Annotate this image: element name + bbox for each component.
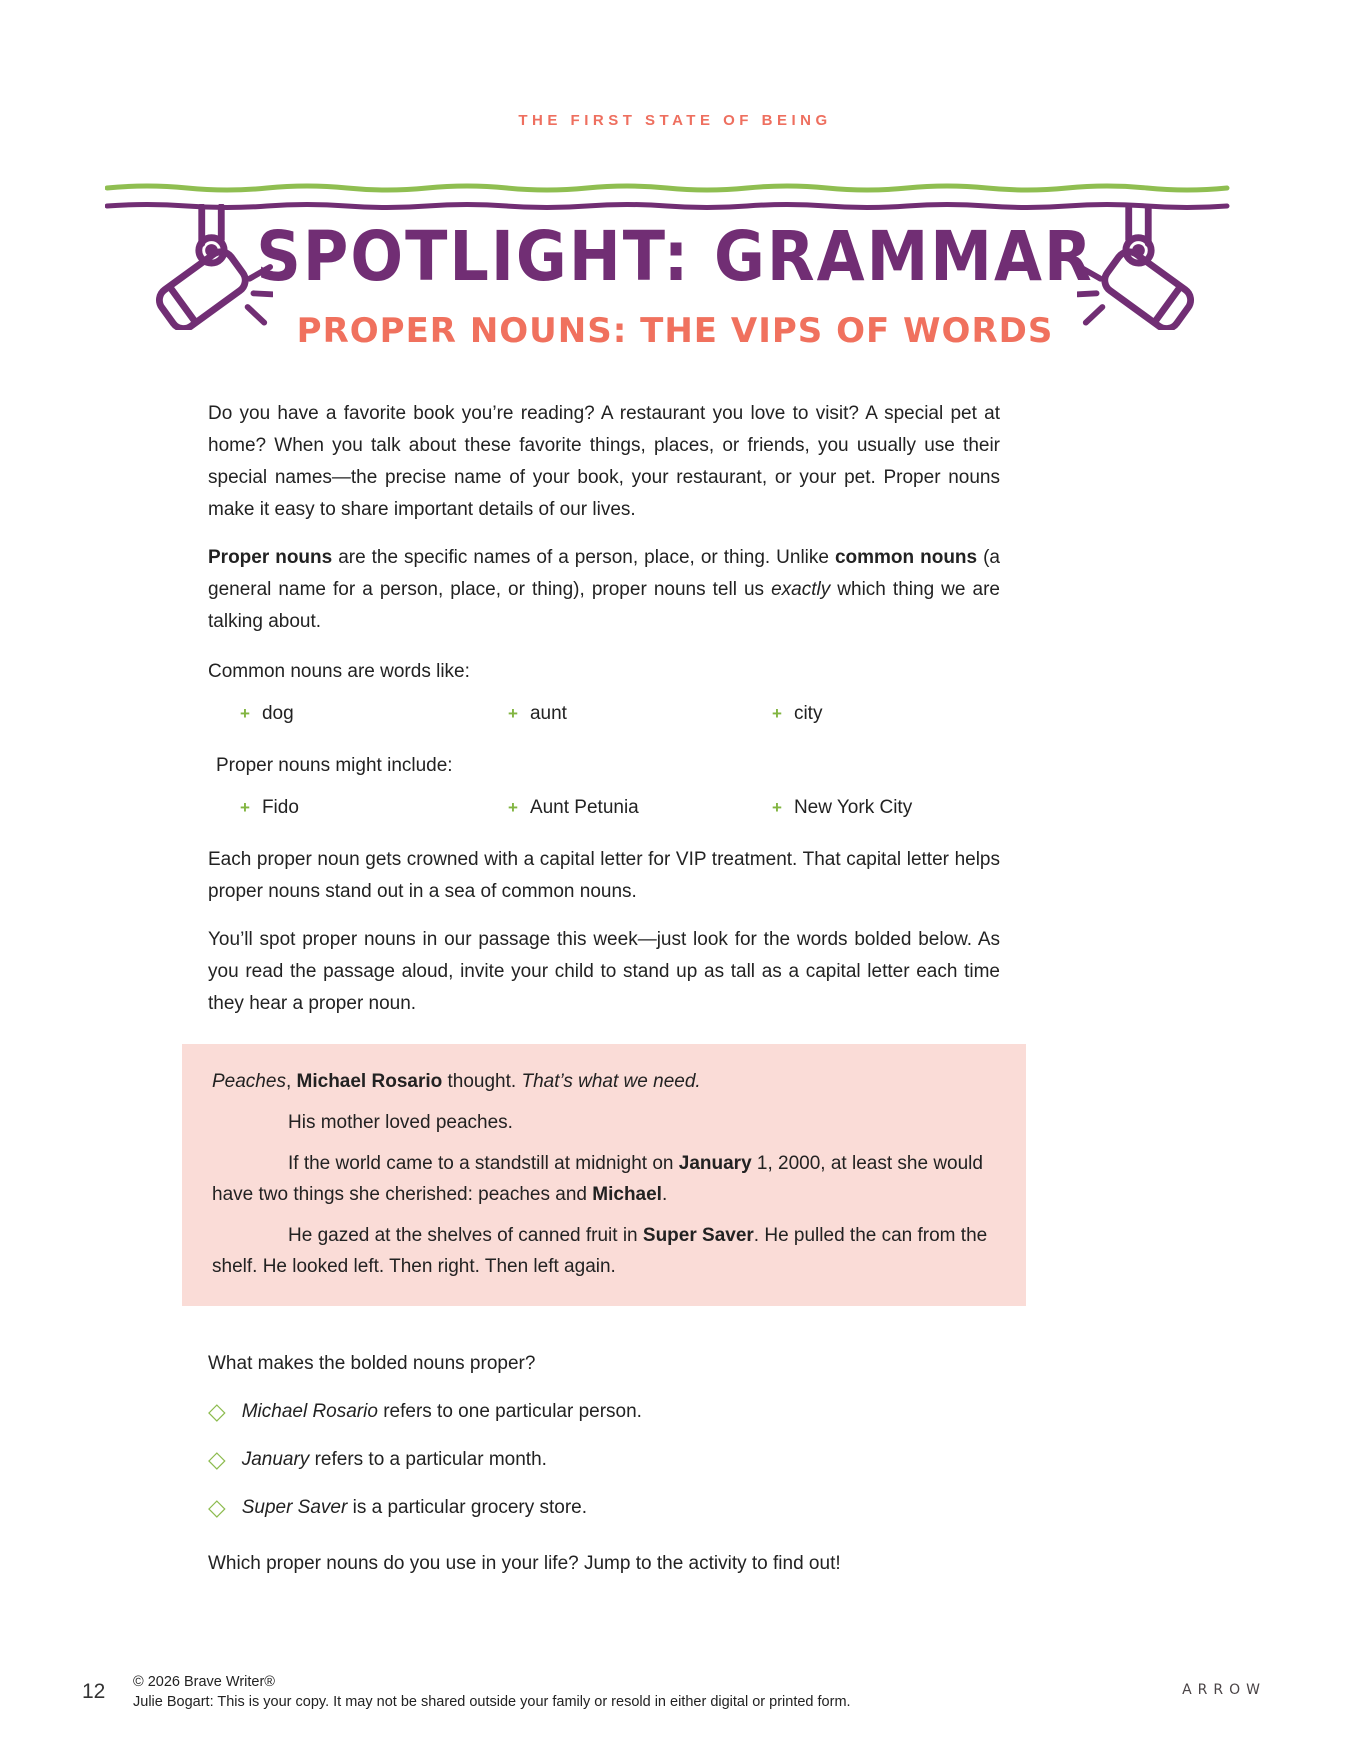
passage-box	[182, 1044, 1026, 1306]
list-item	[240, 792, 508, 824]
passage-paragraph: Peaches, Michael Rosario thought. That’s what we need.	[212, 1071, 701, 1092]
plus-sparkle-icon: +	[240, 704, 250, 723]
lesson-content	[208, 398, 1000, 1580]
plus-sparkle-icon: +	[240, 798, 250, 817]
analysis-item	[208, 1396, 1000, 1428]
list-item	[772, 792, 912, 824]
intro-paragraph-2: Proper nouns are the specific names of a person, place, or thing. Unlike common nouns (a general name for a person, place, or thing), proper nouns tell us exactly which thing we are talking about.	[208, 547, 1000, 632]
analysis-item-text: Super Saver is a particular grocery store.	[241, 1497, 588, 1518]
list-item	[240, 698, 508, 730]
passage-paragraph: He gazed at the shelves of canned fruit in Super Saver. He pulled the can from the shelf. He looked left. Then right. Then left again.	[212, 1225, 988, 1277]
plus-sparkle-icon: +	[772, 704, 782, 723]
passage-paragraph: If the world came to a standstill at midnight on January 1, 2000, at least she would have two things she cherished: peaches and Michael.	[212, 1153, 983, 1205]
list-item-label: Fido	[261, 797, 299, 818]
analysis-item	[208, 1444, 1000, 1476]
common-nouns-label: Common nouns are words like:	[208, 661, 470, 682]
diamond-icon: ◇	[208, 1446, 226, 1472]
passage-paragraph: His mother loved peaches.	[288, 1112, 513, 1133]
proper-nouns-list	[208, 792, 1000, 824]
analysis-item	[208, 1492, 1000, 1524]
copyright-block	[133, 1672, 851, 1712]
banner	[105, 182, 1245, 351]
brand-wordmark: ARROW	[1182, 1682, 1266, 1698]
question-text: What makes the bolded nouns proper?	[208, 1353, 536, 1374]
list-item	[508, 698, 772, 730]
page-number: 12	[82, 1680, 106, 1703]
list-item-label: New York City	[793, 797, 913, 818]
list-item-label: dog	[261, 703, 294, 724]
intro-paragraph-3: Each proper noun gets crowned with a capital letter for VIP treatment. That capital letter helps proper nouns stand out in a sea of common nouns.	[208, 849, 1000, 902]
plus-sparkle-icon: +	[508, 704, 518, 723]
proper-nouns-label: Proper nouns might include:	[216, 755, 453, 776]
closing-text: Which proper nouns do you use in your life? Jump to the activity to find out!	[208, 1553, 841, 1574]
copy-notice: Julie Bogart: This is your copy. It may not be shared outside your family or resold in either digital or printed form.	[133, 1694, 851, 1710]
diamond-icon: ◇	[208, 1398, 226, 1424]
analysis-item-text: January refers to a particular month.	[241, 1449, 547, 1470]
intro-paragraph-4: You’ll spot proper nouns in our passage this week—just look for the words bolded below. As you read the passage aloud, invite your child to stand up as tall as a capital letter each time they hear a proper noun.	[208, 929, 1000, 1014]
list-item-label: aunt	[529, 703, 567, 724]
section-title: SPOTLIGHT: GRAMMAR	[256, 216, 1094, 297]
common-nouns-list	[208, 698, 1000, 730]
plus-sparkle-icon: +	[772, 798, 782, 817]
intro-paragraph-1: Do you have a favorite book you’re reading? A restaurant you love to visit? A special pet at home? When you talk about these favorite things, places, or friends, you usually use their special names—the precise name of your book, your restaurant, or your pet. Proper nouns make it easy to share important details of our lives.	[208, 403, 1000, 520]
section-subtitle: PROPER NOUNS: THE VIPS OF WORDS	[296, 311, 1054, 351]
list-item	[508, 792, 772, 824]
diamond-icon: ◇	[208, 1494, 226, 1520]
list-item	[772, 698, 822, 730]
list-item-label: city	[793, 703, 823, 724]
book-title: THE FIRST STATE OF BEING	[518, 112, 832, 129]
plus-sparkle-icon: +	[508, 798, 518, 817]
divider-lines	[105, 182, 1245, 212]
analysis-item-text: Michael Rosario refers to one particular person.	[241, 1401, 642, 1422]
copyright-text: © 2026 Brave Writer®	[133, 1674, 275, 1690]
list-item-label: Aunt Petunia	[529, 797, 639, 818]
